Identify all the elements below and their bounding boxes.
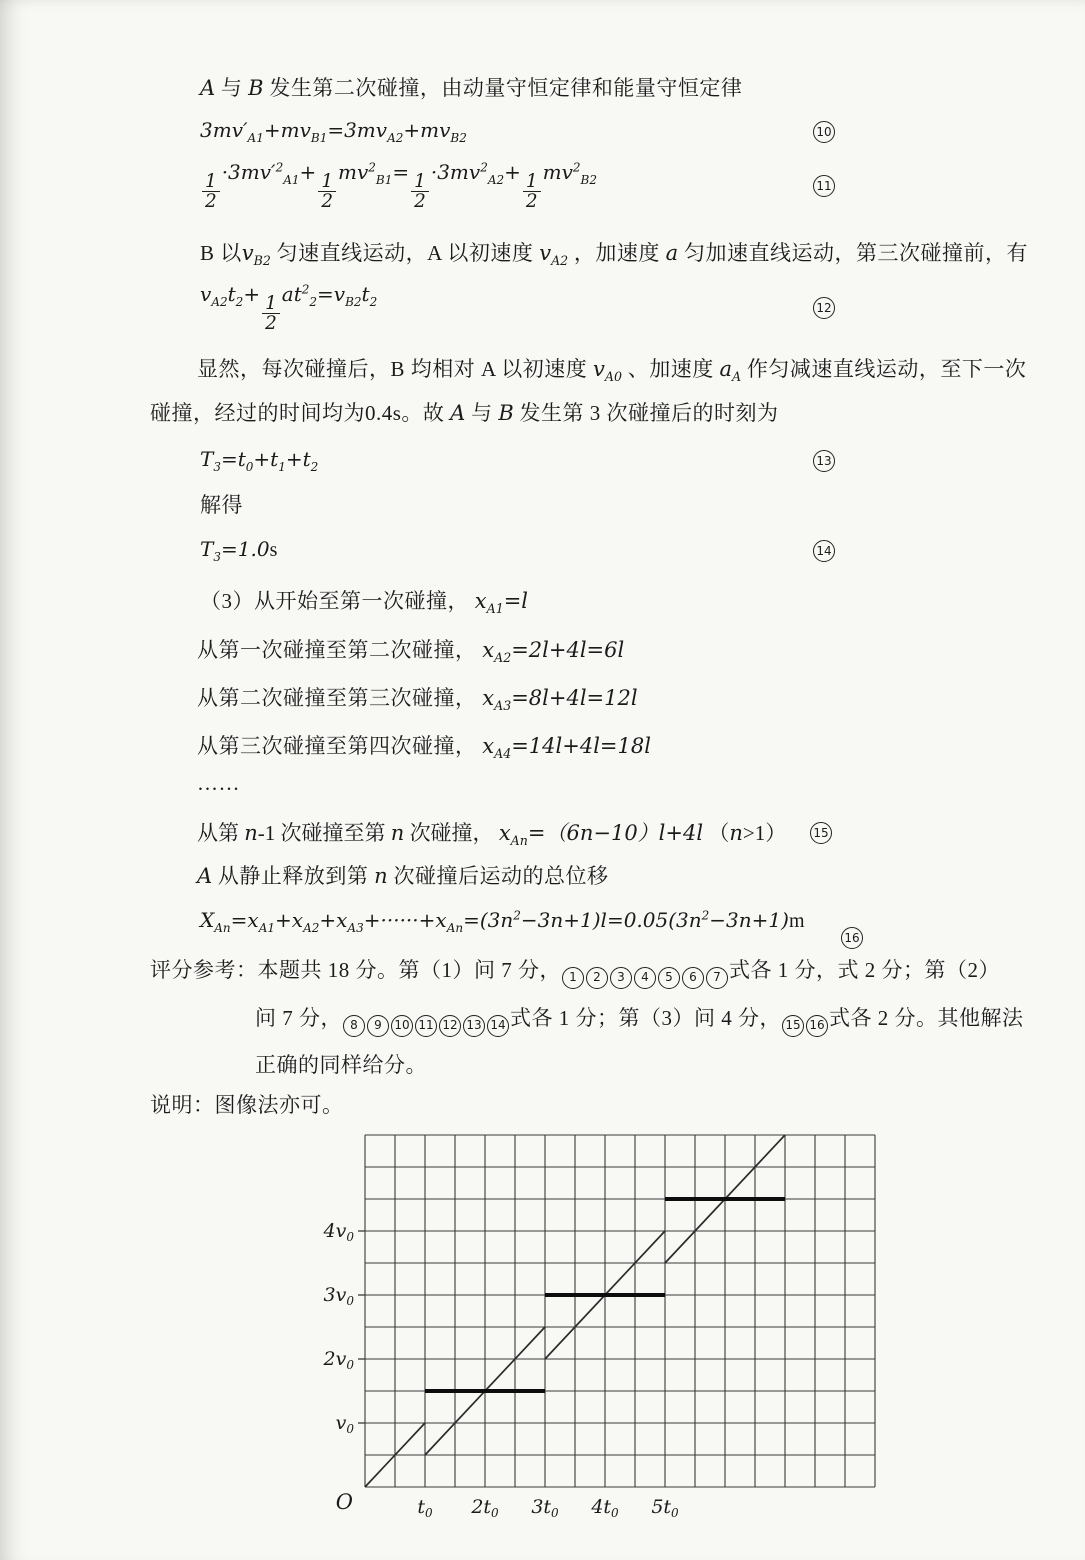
circled-eq-number-16: 16: [841, 927, 863, 949]
equation-text: $3mv'_{A1}+mv_{B1}=3mv_{A2}+mv_{B2}$: [200, 118, 467, 145]
equation-text: $T_3=t_0+t_1+t_2$: [200, 447, 319, 474]
axis-tick-label: $t_0$: [417, 1496, 433, 1520]
circled-eq-number-14: 14: [813, 540, 835, 562]
para-note-graph-method: 说明：图像法亦可。: [150, 1093, 344, 1117]
para-motion-before-third-collision: B 以$v_{B2}$ 匀速直线运动，A 以初速度 $v_{A2}$ ，加速度 a 匀加速直线运动，第三次碰撞前，有: [200, 241, 1028, 269]
circled-eq-number-10: 10: [813, 121, 835, 143]
para-scoring-3: 正确的同样给分。: [255, 1053, 427, 1077]
eq-t3-value: [200, 537, 860, 564]
velocity-time-chart-svg: [293, 1125, 893, 1535]
circled-eq-number-12: 12: [813, 297, 835, 319]
axis-tick-label: $3v_0$: [323, 1284, 354, 1308]
circled-number: 9: [367, 1015, 389, 1037]
equation-text: $\frac{1}{2}$ $\cdot 3mv'^2_{A1}+$ $\frac{1}{2}$ $mv^2_{B1}=$ $\frac{1}{2}$ $\cdot 3mv^2_{A2}+$ $\frac{1}{2}$ $mv^2_{B2}$: [200, 160, 597, 212]
para-scoring-2: 问 7 分， 8 9 10 11 12 13 14 式各 1 分；第（3）问 4 分， 15 16 式各 2 分。其他解法: [255, 1005, 1024, 1037]
circled-number: 6: [682, 967, 704, 989]
circled-number: 5: [658, 967, 680, 989]
ellipsis: ……: [197, 771, 240, 795]
para-scoring-1: 评分参考：本题共 18 分。第（1）问 7 分， 1 2 3 4 5 6 7 式各 1 分，式 2 分；第（2）: [150, 957, 1000, 989]
eq-t3-sum: [200, 447, 860, 474]
equation-text: $T_3=1.0s$: [200, 537, 278, 564]
circled-number: 2: [586, 967, 608, 989]
para-relative-motion-1: 显然，每次碰撞后，B 均相对 A 以初速度 $v_{A0}$ 、加速度 $a_A$ 作匀减速直线运动，至下一次: [197, 357, 1027, 385]
circled-number: 7: [706, 967, 728, 989]
label-solve: 解得: [200, 493, 243, 517]
circled-number: 12: [439, 1015, 461, 1037]
circled-number: 11: [415, 1015, 437, 1037]
circled-number: 1: [562, 967, 584, 989]
eq-total-displacement: [200, 908, 860, 945]
axis-tick-label: $2v_0$: [323, 1348, 354, 1372]
para-xa4: 从第三次碰撞至第四次碰撞， $x_{A4}=14l+4l=18l$: [197, 734, 651, 762]
axis-tick-label: $2t_0$: [471, 1496, 499, 1520]
equation-text: $X_{An}=x_{A1}+x_{A2}+x_{A3}+\cdot\cdot\cdot\cdot\cdot\cdot+x_{An}=(3n^2-3n+1)l=0.05(3n^2-3n+1)m$: [200, 908, 805, 935]
axis-tick-label: $5t_0$: [651, 1496, 679, 1520]
axis-tick-label: $3t_0$: [531, 1496, 559, 1520]
para-second-collision-intro: A 与 B 发生第二次碰撞，由动量守恒定律和能量守恒定律: [200, 76, 743, 100]
para-xan-general: [197, 817, 857, 848]
circled-number: 10: [391, 1015, 413, 1037]
axis-tick-label: $v_0$: [335, 1412, 354, 1436]
axis-tick-label: $4v_0$: [323, 1220, 354, 1244]
eq-third-collision-condition: [200, 282, 860, 334]
eq-energy-conservation: [200, 160, 860, 212]
para-xa2: 从第一次碰撞至第二次碰撞， $x_{A2}=2l+4l=6l$: [197, 638, 625, 666]
para-total-displacement-intro: A 从静止释放到第 n 次碰撞后运动的总位移: [197, 864, 609, 888]
circled-number: 3: [610, 967, 632, 989]
circled-number: 16: [806, 1015, 828, 1037]
circled-eq-number-15: 15: [810, 822, 832, 844]
circled-number: 13: [463, 1015, 485, 1037]
circled-number: 14: [487, 1015, 509, 1037]
para-part3-xa1: （3）从开始至第一次碰撞， $x_{A1}=l$: [200, 589, 529, 617]
circled-number: 8: [343, 1015, 365, 1037]
circled-eq-number-13: 13: [813, 450, 835, 472]
axis-tick-label: O: [335, 1490, 353, 1514]
axis-tick-label: $4t_0$: [591, 1496, 619, 1520]
circled-number: 4: [634, 967, 656, 989]
circled-number: 15: [782, 1015, 804, 1037]
eq-momentum-conservation: [200, 118, 860, 145]
para-xa3: 从第二次碰撞至第三次碰撞， $x_{A3}=8l+4l=12l$: [197, 686, 638, 714]
circled-eq-number-11: 11: [813, 175, 835, 197]
para-relative-motion-2: 碰撞，经过的时间均为0.4s。故 A 与 B 发生第 3 次碰撞后的时刻为: [150, 401, 779, 425]
equation-text: $v_{A2}t_2+$ $\frac{1}{2}$ $at^2_2=v_{B2}t_2$: [200, 282, 378, 335]
equation-text: 从第 n-1 次碰撞至第 n 次碰撞， $x_{An}=(6n-10)l+4l$ （n>1）: [197, 821, 787, 849]
velocity-time-graph: [293, 1125, 893, 1535]
